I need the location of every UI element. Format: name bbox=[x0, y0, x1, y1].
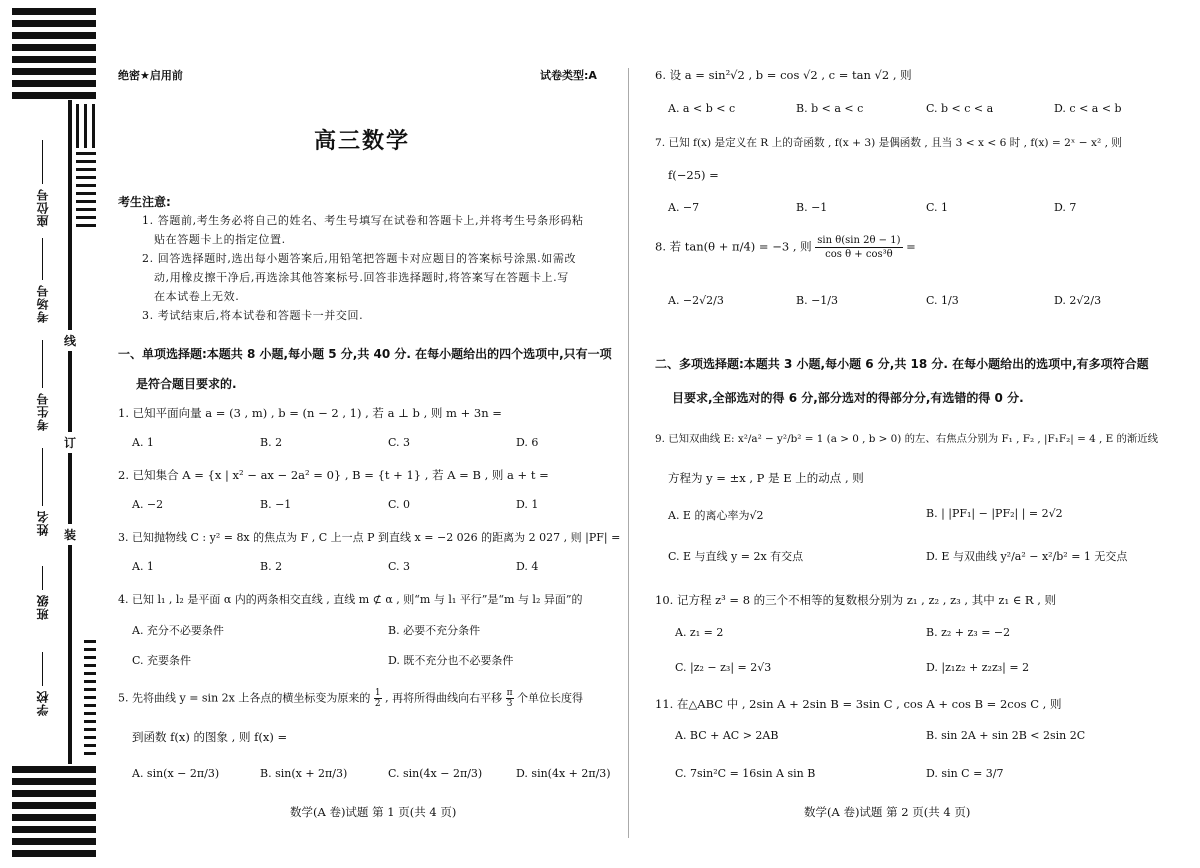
q10-option-a[interactable]: A. z₁ = 2 bbox=[675, 626, 724, 639]
q5-option-b[interactable]: B. sin(x + 2π/3) bbox=[260, 767, 348, 780]
q1-option-d[interactable]: D. 6 bbox=[516, 436, 539, 449]
q8-option-d[interactable]: D. 2√2/3 bbox=[1054, 294, 1102, 307]
q9-option-c[interactable]: C. E 与直线 y = 2x 有交点 bbox=[668, 550, 804, 563]
q9-option-d[interactable]: D. E 与双曲线 y²/a² − x²/b² = 1 无交点 bbox=[926, 550, 1128, 563]
q7-option-a[interactable]: A. −7 bbox=[668, 201, 700, 214]
question-5-stem bbox=[118, 688, 583, 709]
q2-option-b[interactable]: B. −1 bbox=[260, 498, 292, 511]
notice-line: 贴在答题卡上的指定位置. bbox=[154, 233, 286, 246]
notice-line: 2. 回答选择题时,选出每小题答案后,用铅笔把答题卡对应题目的答案标号涂黑.如需改 bbox=[142, 252, 577, 265]
q6-option-b[interactable]: B. b < a < c bbox=[796, 102, 864, 115]
q1-option-c[interactable]: C. 3 bbox=[388, 436, 411, 449]
notice-line: 1. 答题前,考生务必将自己的姓名、考生号填写在试卷和答题卡上,并将考生号条形码粘 bbox=[142, 214, 584, 227]
page-title: 高三数学 bbox=[314, 129, 411, 154]
question-7-stem-cont: f(−25) = bbox=[668, 168, 719, 182]
q10-option-c[interactable]: C. |z₂ − z₃| = 2√3 bbox=[675, 661, 772, 674]
q9-option-a[interactable]: A. E 的离心率为√2 bbox=[668, 509, 764, 522]
q9-option-b[interactable]: B. | |PF₁| − |PF₂| | = 2√2 bbox=[926, 507, 1063, 520]
cut-line-char: 线 bbox=[64, 330, 76, 351]
question-1-stem: 1. 已知平面向量 a = (3 , m) , b = (n − 2 , 1) , 若 a ⊥ b , 则 m + 3n = bbox=[118, 406, 502, 420]
q3-option-c[interactable]: C. 3 bbox=[388, 560, 411, 573]
field-name-blank[interactable] bbox=[42, 448, 43, 506]
field-seat: 座位号 bbox=[36, 188, 50, 227]
q11-option-d[interactable]: D. sin C = 3/7 bbox=[926, 767, 1004, 780]
question-10-stem: 10. 记方程 z³ = 8 的三个不相等的复数根分别为 z₁ , z₂ , z₃ , 其中 z₁ ∈ R , 则 bbox=[655, 593, 1057, 607]
q8-numerator: sin θ(sin 2θ − 1) bbox=[817, 235, 901, 246]
cut-line-char: 装 bbox=[64, 524, 76, 545]
q8-denominator: cos θ + cos³θ bbox=[825, 249, 893, 260]
q6-option-c[interactable]: C. b < c < a bbox=[926, 102, 994, 115]
field-candidate-no-blank[interactable] bbox=[42, 340, 43, 388]
field-school-blank[interactable] bbox=[42, 652, 43, 686]
question-11-stem: 11. 在△ABC 中 , 2sin A + 2sin B = 3sin C , cos A + cos B = 2cos C , 则 bbox=[655, 697, 1062, 711]
q2-option-d[interactable]: D. 1 bbox=[516, 498, 539, 511]
question-9-stem-cont: 方程为 y = ±x , P 是 E 上的动点 , 则 bbox=[668, 471, 864, 485]
field-class-blank[interactable] bbox=[42, 566, 43, 590]
q4-option-b[interactable]: B. 必要不充分条件 bbox=[388, 624, 481, 637]
fraction-pi-third: $\frac{\pi}{3}$ bbox=[506, 688, 513, 709]
field-school: 学校 bbox=[36, 690, 50, 716]
confidential-label: 绝密★启用前 bbox=[118, 69, 183, 82]
q4-option-d[interactable]: D. 既不充分也不必要条件 bbox=[388, 654, 514, 667]
notice-title: 考生注意: bbox=[118, 195, 171, 209]
field-room-blank[interactable] bbox=[42, 238, 43, 280]
q3-option-a[interactable]: A. 1 bbox=[132, 560, 154, 573]
fraction-one-half: $\frac{1}{2}$ bbox=[374, 688, 381, 709]
q7-option-b[interactable]: B. −1 bbox=[796, 201, 828, 214]
q8-option-a[interactable]: A. −2√2/3 bbox=[668, 294, 724, 307]
q8-stem-part: 8. 若 tan(θ + π/4) = −3 , 则 bbox=[655, 239, 812, 254]
q8-option-b[interactable]: B. −1/3 bbox=[796, 294, 838, 307]
q5-stem-part: , 再将所得曲线向右平移 bbox=[381, 691, 506, 705]
question-9-stem: 9. 已知双曲线 E: x²/a² − y²/b² = 1 (a > 0 , b > 0) 的左、右焦点分别为 F₁ , F₂ , |F₁F₂| = 4 , E 的渐近线 bbox=[655, 433, 1159, 445]
q4-option-c[interactable]: C. 充要条件 bbox=[132, 654, 192, 667]
section-2-heading: 二、多项选择题:本题共 3 小题,每小题 6 分,共 18 分. 在每小题给出的选项中,有多项符合题 bbox=[655, 357, 1149, 371]
field-room: 考场号 bbox=[36, 284, 50, 323]
section-2-heading-cont: 目要求,全部选对的得 6 分,部分选对的得部分分,有选错的得 0 分. bbox=[672, 391, 1024, 405]
q6-option-d[interactable]: D. c < a < b bbox=[1054, 102, 1122, 115]
question-3-stem: 3. 已知抛物线 C : y² = 8x 的焦点为 F , C 上一点 P 到直线 x = −2 026 的距离为 2 027 , 则 |PF| = bbox=[118, 531, 621, 544]
field-class: 班级 bbox=[36, 594, 50, 620]
q6-option-a[interactable]: A. a < b < c bbox=[668, 102, 736, 115]
q7-option-d[interactable]: D. 7 bbox=[1054, 201, 1077, 214]
q5-stem-part: 5. 先将曲线 y = sin 2x 上各点的横坐标变为原来的 bbox=[118, 691, 374, 705]
question-5-stem-cont: 到函数 f(x) 的图象 , 则 f(x) = bbox=[132, 730, 288, 744]
q11-option-a[interactable]: A. BC + AC > 2AB bbox=[675, 729, 779, 742]
q5-option-d[interactable]: D. sin(4x + 2π/3) bbox=[516, 767, 611, 780]
q8-stem-part: = bbox=[906, 239, 916, 254]
paper-type: 试卷类型:A bbox=[540, 69, 597, 82]
question-6-stem: 6. 设 a = sin²√2 , b = cos √2 , c = tan √2 , 则 bbox=[655, 68, 912, 82]
q3-option-b[interactable]: B. 2 bbox=[260, 560, 283, 573]
field-seat-blank[interactable] bbox=[42, 140, 43, 184]
q10-option-d[interactable]: D. |z₁z₂ + z₂z₃| = 2 bbox=[926, 661, 1030, 674]
q11-option-c[interactable]: C. 7sin²C = 16sin A sin B bbox=[675, 767, 816, 780]
q7-option-c[interactable]: C. 1 bbox=[926, 201, 949, 214]
section-1-heading-cont: 是符合题目要求的. bbox=[136, 377, 237, 391]
notice-line: 3. 考试结束后,将本试卷和答题卡一并交回. bbox=[142, 309, 364, 322]
field-candidate-no: 考生号 bbox=[36, 392, 50, 431]
question-7-stem: 7. 已知 f(x) 是定义在 R 上的奇函数 , f(x + 3) 是偶函数 , 且当 3 < x < 6 时 , f(x) = 2ˣ − x² , 则 bbox=[655, 137, 1122, 149]
page-footer: 数学(A 卷)试题 第 1 页(共 4 页) bbox=[290, 805, 457, 819]
q3-option-d[interactable]: D. 4 bbox=[516, 560, 539, 573]
cut-line-char: 订 bbox=[64, 432, 76, 453]
q5-option-c[interactable]: C. sin(4x − 2π/3) bbox=[388, 767, 483, 780]
field-name: 姓名 bbox=[36, 510, 50, 536]
q10-option-b[interactable]: B. z₂ + z₃ = −2 bbox=[926, 626, 1011, 639]
section-1-heading: 一、单项选择题:本题共 8 小题,每小题 5 分,共 40 分. 在每小题给出的四个选项中,只有一项 bbox=[118, 347, 612, 361]
q5-option-a[interactable]: A. sin(x − 2π/3) bbox=[132, 767, 220, 780]
notice-line: 动,用橡皮擦干净后,再选涂其他答案标号.回答非选择题时,将答案写在答题卡上.写 bbox=[154, 271, 569, 284]
q2-option-c[interactable]: C. 0 bbox=[388, 498, 411, 511]
page-divider bbox=[628, 68, 629, 838]
page-footer: 数学(A 卷)试题 第 2 页(共 4 页) bbox=[804, 805, 971, 819]
question-8-stem bbox=[655, 234, 916, 261]
q1-option-a[interactable]: A. 1 bbox=[132, 436, 154, 449]
question-4-stem: 4. 已知 l₁ , l₂ 是平面 α 内的两条相交直线 , 直线 m ⊄ α , 则“m 与 l₁ 平行”是“m 与 l₂ 异面”的 bbox=[118, 593, 583, 606]
q4-option-a[interactable]: A. 充分不必要条件 bbox=[132, 624, 224, 637]
q11-option-b[interactable]: B. sin 2A + sin 2B < 2sin 2C bbox=[926, 729, 1086, 742]
question-2-stem: 2. 已知集合 A = {x | x² − ax − 2a² = 0} , B = {t + 1} , 若 A = B , 则 a + t = bbox=[118, 468, 549, 482]
q8-fraction bbox=[815, 234, 902, 261]
q8-option-c[interactable]: C. 1/3 bbox=[926, 294, 959, 307]
q1-option-b[interactable]: B. 2 bbox=[260, 436, 283, 449]
q2-option-a[interactable]: A. −2 bbox=[132, 498, 164, 511]
q5-stem-part: 个单位长度得 bbox=[513, 691, 584, 705]
notice-line: 在本试卷上无效. bbox=[154, 290, 240, 303]
